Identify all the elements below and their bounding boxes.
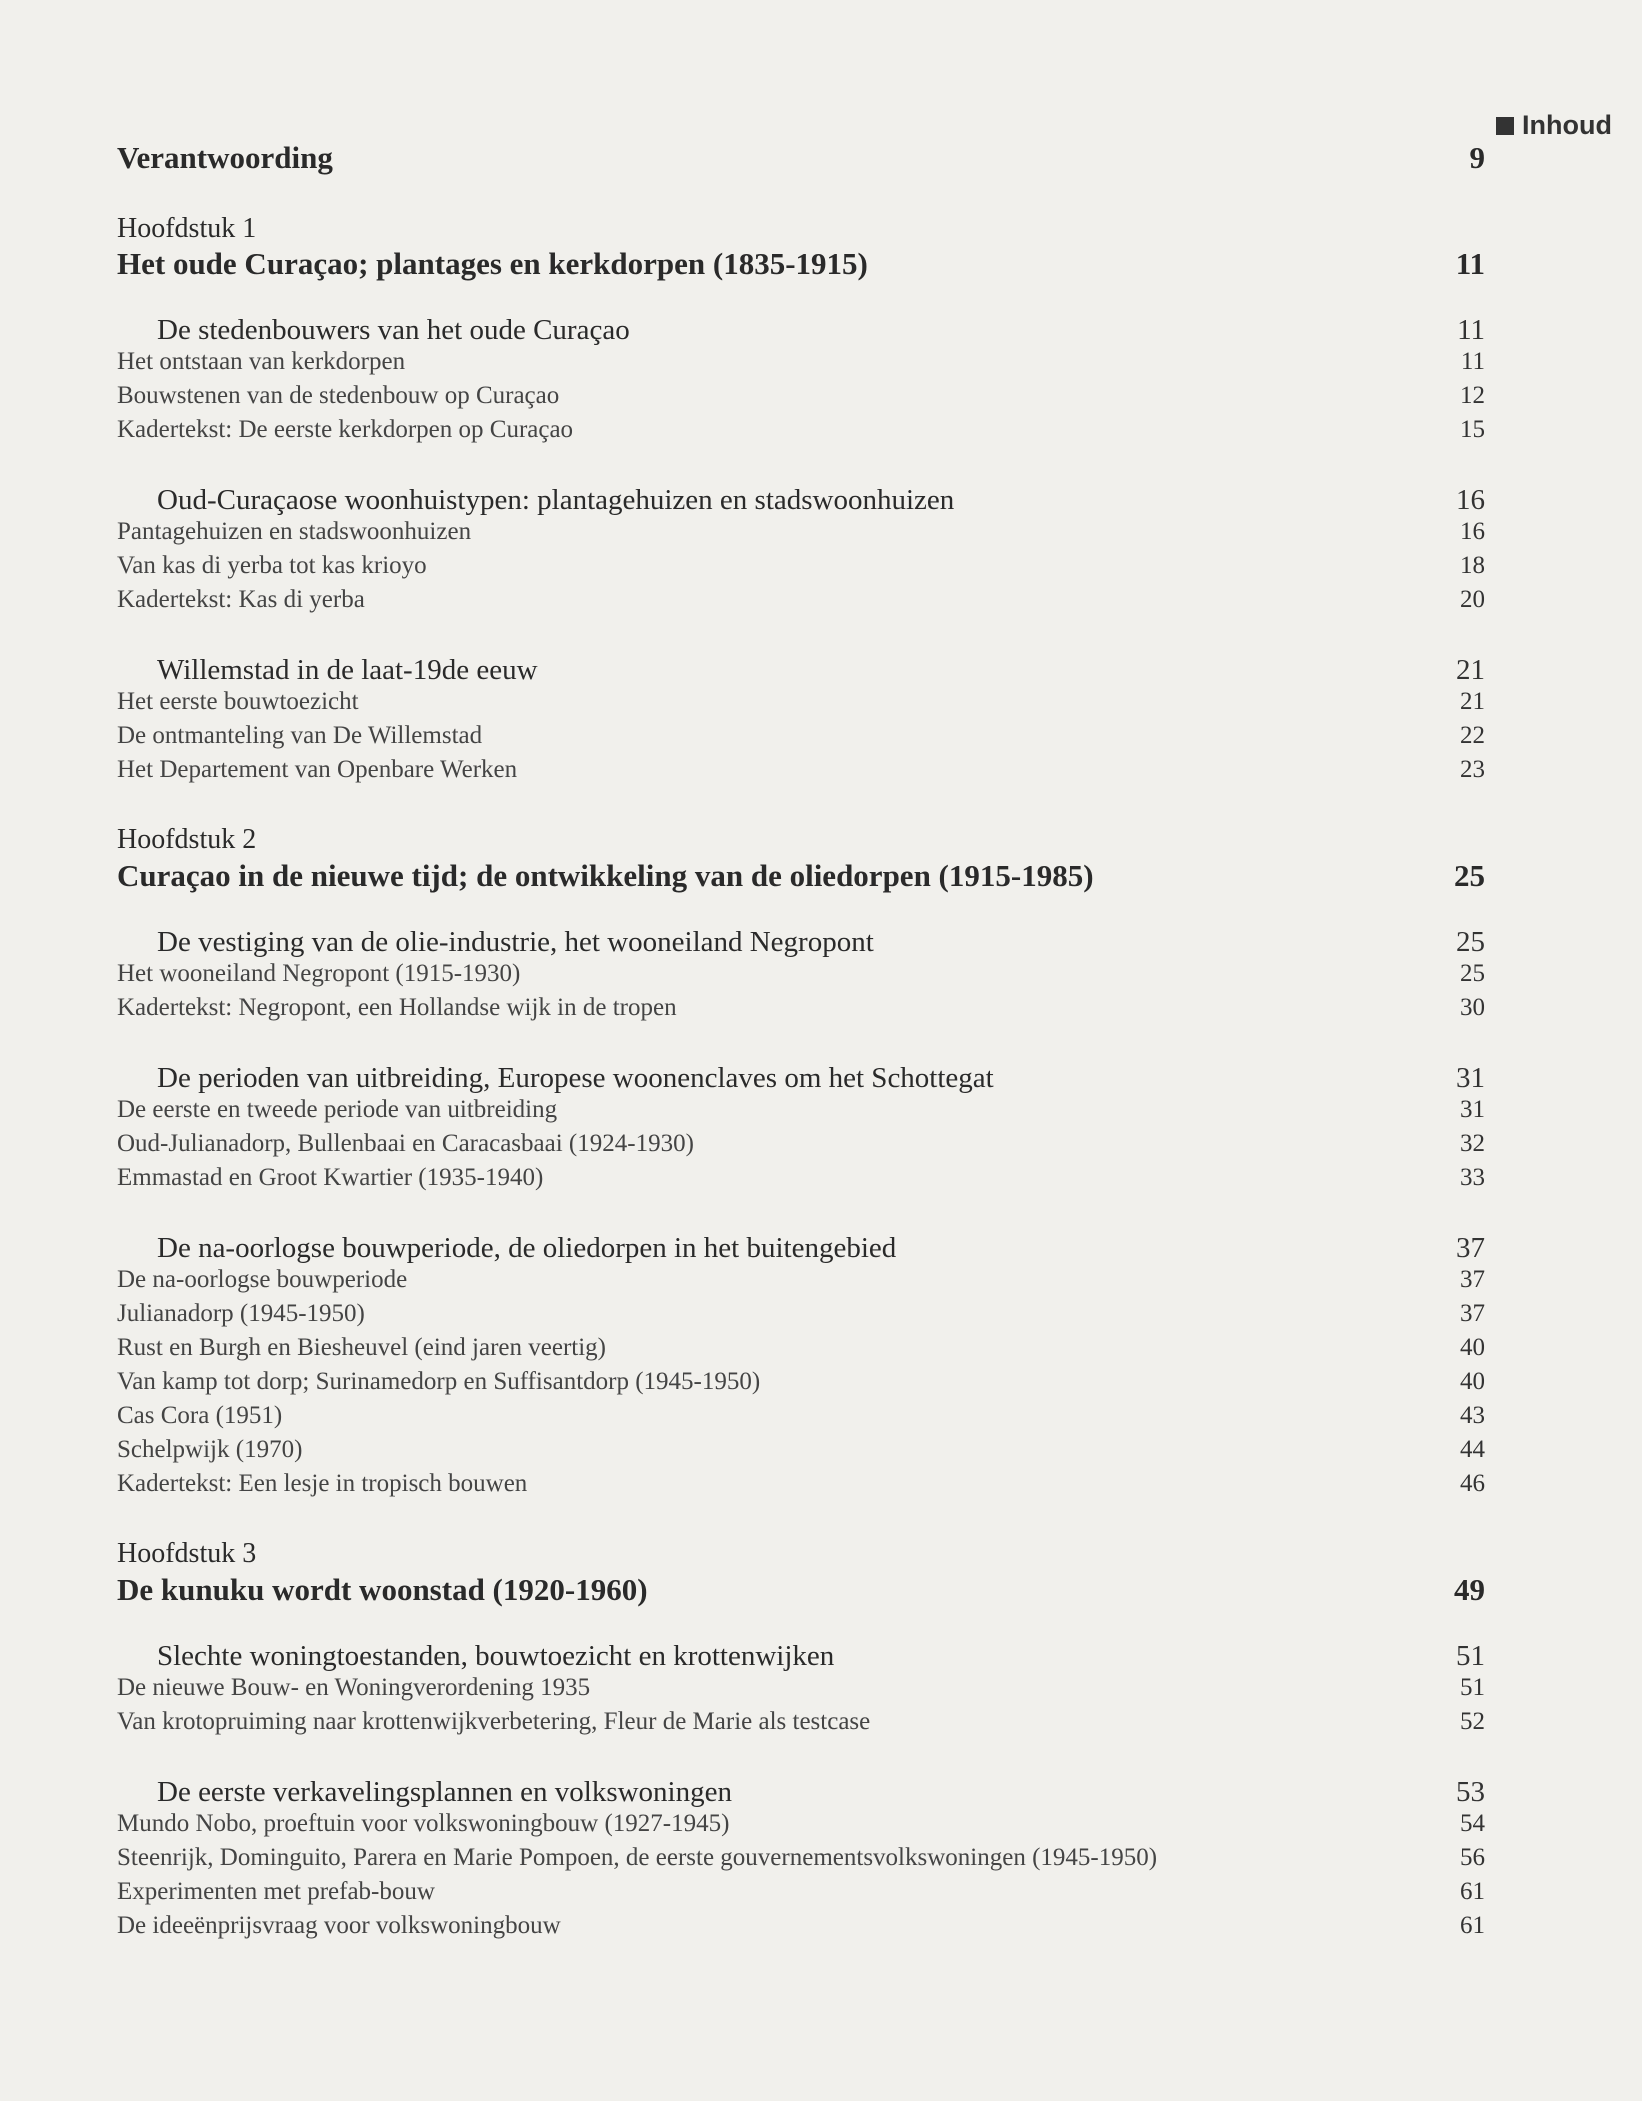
toc-page-number: 18: [1460, 552, 1485, 579]
toc-page-number: 40: [1460, 1368, 1485, 1395]
section-entry: [117, 1776, 1485, 1809]
toc-page-number: 15: [1460, 416, 1485, 443]
toc-page-number: 54: [1460, 1810, 1485, 1837]
toc-entry-title: Steenrijk, Dominguito, Parera en Marie Pompoen, de eerste gouvernementsvolkswoningen (1945-1950): [117, 1844, 1158, 1871]
toc-entry-title: Rust en Burgh en Biesheuvel (eind jaren veertig): [117, 1334, 606, 1361]
chapter-title: [117, 1572, 1485, 1608]
subsection-entry: [117, 960, 1485, 988]
section-entry: [117, 1232, 1485, 1265]
running-header-label: Inhoud: [1522, 110, 1612, 140]
section-entry: [117, 484, 1485, 517]
toc-entry-title: De na-oorlogse bouwperiode: [117, 1266, 408, 1293]
toc-entry-title: Schelpwijk (1970): [117, 1436, 303, 1463]
toc-page-number: 25: [1454, 858, 1485, 893]
toc-page-number: 32: [1460, 1130, 1485, 1157]
toc-page-number: 31: [1460, 1096, 1485, 1123]
toc-entry-title: Slechte woningtoestanden, bouwtoezicht en krottenwijken: [157, 1640, 835, 1672]
toc-page-number: 21: [1456, 654, 1485, 686]
toc-page-number: 33: [1460, 1164, 1485, 1191]
toc-page-number: 21: [1460, 688, 1485, 715]
toc-entry-title: De stedenbouwers van het oude Curaçao: [157, 314, 630, 346]
toc-page-number: 9: [1469, 140, 1485, 175]
section-entry: [117, 314, 1485, 347]
subsection-entry: [117, 1674, 1485, 1702]
subsection-entry: [117, 382, 1485, 410]
chapter-label: [117, 213, 1485, 245]
toc-entry-title: Van kamp tot dorp; Surinamedorp en Suffisantdorp (1945-1950): [117, 1368, 761, 1395]
subsection-entry: [117, 1402, 1485, 1430]
chapter-title: [117, 858, 1485, 894]
subsection-entry: [117, 1810, 1485, 1838]
subsection-entry: [117, 1470, 1485, 1498]
subsection-entry: [117, 756, 1485, 784]
toc-page-number: 30: [1460, 994, 1485, 1021]
section-entry: [117, 926, 1485, 959]
toc-page-number: 49: [1454, 1572, 1485, 1607]
toc-entry-title: De na-oorlogse bouwperiode, de oliedorpen in het buitengebied: [157, 1232, 897, 1264]
subsection-entry: [117, 722, 1485, 750]
toc-entry-title: De vestiging van de olie-industrie, het wooneiland Negropont: [157, 926, 874, 958]
toc-entry-title: Curaçao in de nieuwe tijd; de ontwikkeling van de oliedorpen (1915-1985): [117, 858, 1094, 893]
subsection-entry: [117, 416, 1485, 444]
toc-entry-title: Oud-Curaçaose woonhuistypen: plantagehuizen en stadswoonhuizen: [157, 484, 955, 516]
subsection-entry: [117, 1436, 1485, 1464]
subsection-entry: [117, 348, 1485, 376]
toc-entry-title: Hoofdstuk 3: [117, 1538, 257, 1569]
toc-entry-title: Julianadorp (1945-1950): [117, 1300, 365, 1327]
subsection-entry: [117, 1334, 1485, 1362]
toc-entry-title: De ontmanteling van De Willemstad: [117, 722, 483, 749]
toc-page-number: 56: [1460, 1844, 1485, 1871]
toc-page-number: 46: [1460, 1470, 1485, 1497]
toc-entry-title: Het eerste bouwtoezicht: [117, 688, 359, 715]
toc-page-number: 40: [1460, 1334, 1485, 1361]
chapter-label: [117, 824, 1485, 856]
subsection-entry: [117, 1878, 1485, 1906]
subsection-entry: [117, 552, 1485, 580]
toc-entry-title: Emmastad en Groot Kwartier (1935-1940): [117, 1164, 544, 1191]
toc-page-number: 23: [1460, 756, 1485, 783]
section-entry: [117, 1062, 1485, 1095]
section-entry: [117, 654, 1485, 687]
toc-page-number: 16: [1456, 484, 1485, 516]
toc-page-number: 51: [1460, 1674, 1485, 1701]
subsection-entry: [117, 1844, 1485, 1872]
toc-page-number: 37: [1460, 1266, 1485, 1293]
toc-entry-title: Willemstad in de laat-19de eeuw: [157, 654, 538, 686]
toc-page-number: 25: [1460, 960, 1485, 987]
toc-entry-title: Het Departement van Openbare Werken: [117, 756, 518, 783]
toc-entry-title: Hoofdstuk 1: [117, 213, 257, 244]
toc-entry-title: De perioden van uitbreiding, Europese woonenclaves om het Schottegat: [157, 1062, 994, 1094]
front-matter-entry: [117, 140, 1485, 176]
subsection-entry: [117, 1912, 1485, 1940]
subsection-entry: [117, 586, 1485, 614]
toc-entry-title: Kadertekst: Kas di yerba: [117, 586, 365, 613]
toc-entry-title: De eerste verkavelingsplannen en volkswoningen: [157, 1776, 732, 1808]
toc-page-number: 11: [1460, 348, 1485, 375]
toc-page-number: 43: [1460, 1402, 1485, 1429]
toc-entry-title: Verantwoording: [117, 140, 333, 175]
toc-page-number: 11: [1457, 314, 1485, 346]
toc-page-number: 11: [1455, 246, 1485, 281]
toc-entry-title: Het wooneiland Negropont (1915-1930): [117, 960, 521, 987]
toc-entry-title: De kunuku wordt woonstad (1920-1960): [117, 1572, 648, 1607]
toc-entry-title: Hoofdstuk 2: [117, 824, 257, 855]
toc-page-number: 20: [1460, 586, 1485, 613]
toc-entry-title: Kadertekst: Negropont, een Hollandse wijk in de tropen: [117, 994, 677, 1021]
toc-page-number: 25: [1456, 926, 1485, 958]
toc-page-number: 61: [1460, 1878, 1485, 1905]
toc-entry-title: Mundo Nobo, proeftuin voor volkswoningbouw (1927-1945): [117, 1810, 730, 1837]
toc-page-number: 12: [1460, 382, 1485, 409]
subsection-entry: [117, 994, 1485, 1022]
toc-page-number: 16: [1460, 518, 1485, 545]
toc-entry-title: Het ontstaan van kerkdorpen: [117, 348, 406, 375]
subsection-entry: [117, 1300, 1485, 1328]
toc-entry-title: Oud-Julianadorp, Bullenbaai en Caracasbaai (1924-1930): [117, 1130, 694, 1157]
toc-entry-title: De ideeënprijsvraag voor volkswoningbouw: [117, 1912, 561, 1939]
toc-entry-title: Bouwstenen van de stedenbouw op Curaçao: [117, 382, 560, 409]
toc-entry-title: Het oude Curaçao; plantages en kerkdorpen (1835-1915): [117, 246, 868, 281]
toc-entry-title: Van krotopruiming naar krottenwijkverbetering, Fleur de Marie als testcase: [117, 1708, 871, 1735]
chapter-title: [117, 246, 1485, 282]
toc-page-number: 61: [1460, 1912, 1485, 1939]
subsection-entry: [117, 1266, 1485, 1294]
subsection-entry: [117, 518, 1485, 546]
toc-entry-title: Kadertekst: De eerste kerkdorpen op Curaçao: [117, 416, 574, 443]
subsection-entry: [117, 688, 1485, 716]
section-entry: [117, 1640, 1485, 1673]
toc-entry-title: Van kas di yerba tot kas krioyo: [117, 552, 427, 579]
toc-page-number: 22: [1460, 722, 1485, 749]
subsection-entry: [117, 1164, 1485, 1192]
subsection-entry: [117, 1096, 1485, 1124]
subsection-entry: [117, 1368, 1485, 1396]
toc-entry-title: Pantagehuizen en stadswoonhuizen: [117, 518, 472, 545]
subsection-entry: [117, 1708, 1485, 1736]
toc-entry-title: De nieuwe Bouw- en Woningverordening 1935: [117, 1674, 591, 1701]
toc-entry-title: Experimenten met prefab-bouw: [117, 1878, 435, 1905]
toc-page-number: 37: [1456, 1232, 1485, 1264]
toc-page-number: 31: [1456, 1062, 1485, 1094]
toc-page-number: 52: [1460, 1708, 1485, 1735]
toc-entry-title: Cas Cora (1951): [117, 1402, 283, 1429]
toc-entry-title: De eerste en tweede periode van uitbreiding: [117, 1096, 558, 1123]
chapter-label: [117, 1538, 1485, 1570]
toc-page-number: 51: [1456, 1640, 1485, 1672]
subsection-entry: [117, 1130, 1485, 1158]
toc-page-number: 37: [1460, 1300, 1485, 1327]
toc-page-number: 53: [1456, 1776, 1485, 1808]
toc-entry-title: Kadertekst: Een lesje in tropisch bouwen: [117, 1470, 528, 1497]
toc-page-number: 44: [1460, 1436, 1485, 1463]
